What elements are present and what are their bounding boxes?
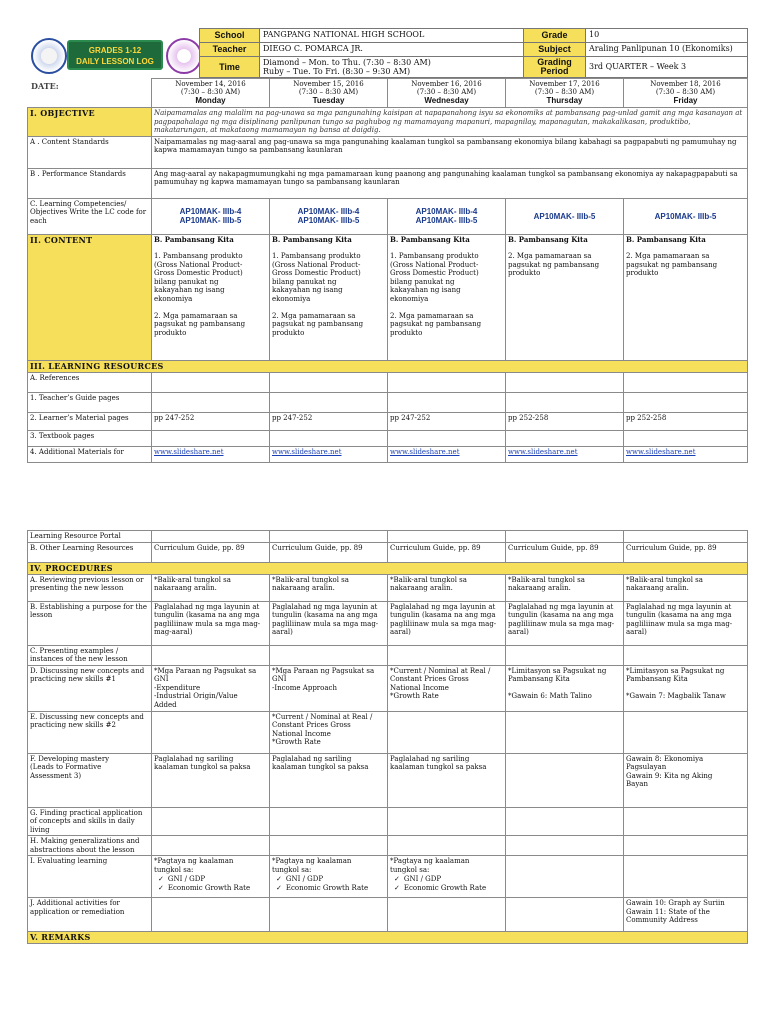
tg-row	[28, 392, 748, 412]
evaluation-checklist	[276, 875, 385, 892]
procedure-row-f	[28, 753, 748, 807]
lm-value: pp 252-258	[624, 412, 748, 430]
day-date: November 16, 2016	[411, 80, 482, 88]
procedure-row-b	[28, 601, 748, 645]
additional-label: 4. Additional Materials for	[28, 446, 152, 462]
procedure-label: H. Making generalizations and abstractions about the lesson	[28, 836, 152, 856]
lesson-table-2	[27, 530, 748, 944]
lc-code: AP10MAK- IIIb-4 AP10MAK- IIIb-5	[388, 198, 506, 234]
procedure-cell: *Current / Nominal at Real / Constant Prices Gross National Income *Growth Rate	[388, 665, 506, 711]
remarks-label: V. REMARKS	[28, 932, 748, 944]
time-label: Time	[200, 57, 260, 78]
subject-label: Subject	[524, 43, 586, 57]
teacher-label: Teacher	[200, 43, 260, 57]
procedure-cell: Paglalahad ng sariling kaalaman tungkol sa paksa	[388, 753, 506, 807]
procedure-row-h	[28, 836, 748, 856]
procedures-header-row	[28, 562, 748, 574]
procedure-cell: *Balik-aral tungkol sa nakaraang aralin.	[388, 574, 506, 601]
procedure-label: E. Discussing new concepts and practicing new skills #2	[28, 711, 152, 753]
resource-link[interactable]: www.slideshare.net	[506, 446, 624, 462]
other-resource-value: Curriculum Guide, pp. 89	[270, 542, 388, 562]
lm-value: pp 252-258	[506, 412, 624, 430]
dll-banner	[67, 40, 163, 70]
days-row	[28, 79, 748, 108]
procedure-cell: *Current / Nominal at Real / Constant Prices Gross National Income *Growth Rate	[270, 711, 388, 753]
check-item: ✓ Economic Growth Rate	[394, 884, 503, 893]
day-header-tuesday	[270, 79, 388, 108]
procedure-cell: *Balik-aral tungkol sa nakaraang aralin.	[270, 574, 388, 601]
day-time: (7:30 – 8:30 AM)	[534, 88, 595, 96]
day-name: Wednesday	[424, 96, 469, 105]
day-name: Tuesday	[312, 96, 345, 105]
lesson-table-1	[27, 78, 748, 463]
procedure-row-i	[28, 856, 748, 898]
lc-code: AP10MAK- IIIb-4 AP10MAK- IIIb-5	[152, 198, 270, 234]
procedure-cell: Gawain 8: Ekonomiya Pagsulayan Gawain 9: Kita ng Aking Bayan	[624, 753, 748, 807]
day-name: Thursday	[546, 96, 583, 105]
day-date: November 14, 2016	[175, 80, 246, 88]
day-header-thursday	[506, 79, 624, 108]
day-time: (7:30 – 8:30 AM)	[655, 88, 716, 96]
content-body: 1. Pambansang produkto (Gross National Product- Gross Domestic Product) bilang panukat ng kakayahan ng isang ekonomiya 2. Mga pamamaraan sa pagsukat ng pambansang produkto	[154, 252, 246, 337]
procedure-label: G. Finding practical application of concepts and skills in daily living	[28, 807, 152, 836]
procedure-row-a	[28, 574, 748, 601]
check-item: ✓ Economic Growth Rate	[276, 884, 385, 893]
procedure-cell: *Balik-aral tungkol sa nakaraang aralin.	[506, 574, 624, 601]
evaluation-text: *Pagtaya ng kaalaman tungkol sa:	[272, 857, 352, 874]
resource-link[interactable]: www.slideshare.net	[270, 446, 388, 462]
evaluation-text: *Pagtaya ng kaalaman tungkol sa:	[390, 857, 470, 874]
performance-standards-row	[28, 168, 748, 198]
content-body: 1. Pambansang produkto (Gross National Product- Gross Domestic Product) bilang panukat ng kakayahan ng isang ekonomiya 2. Mga pamamaraan sa pagsukat ng pambansang produkto	[272, 252, 364, 337]
day-time: (7:30 – 8:30 AM)	[180, 88, 241, 96]
time-value-2: Ruby – Tue. To Fri. (8:30 – 9:30 AM)	[263, 67, 411, 76]
day-time: (7:30 – 8:30 AM)	[416, 88, 477, 96]
evaluation-text: *Pagtaya ng kaalaman tungkol sa:	[154, 857, 234, 874]
procedure-cell: *Mga Paraan ng Pagsukat sa GNI -Expenditure -Industrial Origin/Value Added	[152, 665, 270, 711]
procedure-row-c	[28, 645, 748, 665]
other-resources-row	[28, 542, 748, 562]
other-resource-value: Curriculum Guide, pp. 89	[624, 542, 748, 562]
content-heading: B. Pambansang Kita	[390, 234, 470, 244]
content-cell	[506, 234, 624, 360]
day-name: Monday	[195, 96, 226, 105]
resource-link[interactable]: www.slideshare.net	[624, 446, 748, 462]
performance-standards-text: Ang mag-aaral ay nakapagmumungkahi ng mga pamamaraan kung paanong ang pangunahing kaalaman tungkol sa pambansang ekonomiya ay nakapagpapabuti sa pamumuhay ng kapwa mamamayan tungo sa pambansang kaunlaran	[152, 168, 748, 198]
other-resource-value: Curriculum Guide, pp. 89	[506, 542, 624, 562]
procedure-cell: Paglalahad ng mga layunin at tungulin (kasama na ang mga pagliliinaw mula sa mga mag- aaral)	[506, 601, 624, 645]
procedure-cell: Paglalahad ng mga layunin at tungulin (kasama na ang mga pagliliinaw mula sa mga mag- aaral)	[388, 601, 506, 645]
content-heading: B. Pambansang Kita	[154, 234, 234, 244]
content-body: 1. Pambansang produkto (Gross National Product- Gross Domestic Product) bilang panukat ng kakayahan ng isang ekonomiya 2. Mga pamamaraan sa pagsukat ng pambansang produkto	[390, 252, 482, 337]
references-row	[28, 372, 748, 392]
teacher-value: DIEGO C. POMARCA JR.	[260, 43, 524, 57]
objective-text: Naipamamalas ang malalim na pag-unawa sa mga pangunahing kaisipan at napapanahong isyu sa ekonomiks at pambansang pag-unlad gamit ang mga kasanayan at pagpapahalaga ng mga disiplinang panlipunan tungo sa paghubog ng mamamayang mapanuri, mapagnilay, mapanagutan, makakalikasan, produktibo, makatarungan, at makataong mamamayan ng bansa at daigdig.	[152, 108, 748, 137]
references-label: A. References	[28, 372, 152, 392]
day-date: November 15, 2016	[293, 80, 364, 88]
procedure-label: D. Discussing new concepts and practicing new skills #1	[28, 665, 152, 711]
deped-seal-icon	[31, 38, 67, 74]
day-date: November 17, 2016	[529, 80, 600, 88]
banner-line-1: GRADES 1-12	[88, 46, 142, 55]
procedure-cell: *Limitasyon sa Pagsukat ng Pambansang Kita *Gawain 6: Math Talino	[506, 665, 624, 711]
day-header-wednesday	[388, 79, 506, 108]
check-item: ✓ Economic Growth Rate	[158, 884, 267, 893]
content-body: 2. Mga pamamaraan sa pagsukat ng pambansang produkto	[626, 252, 718, 277]
procedure-label: C. Presenting examples / instances of the new lesson	[28, 645, 152, 665]
banner-line-2: DAILY LESSON LOG	[76, 57, 154, 66]
lm-value: pp 247-252	[152, 412, 270, 430]
content-cell	[388, 234, 506, 360]
lc-code: AP10MAK- IIIb-4 AP10MAK- IIIb-5	[270, 198, 388, 234]
content-cell	[270, 234, 388, 360]
procedure-row-g	[28, 807, 748, 836]
content-cell	[624, 234, 748, 360]
procedure-cell: Paglalahad ng sariling kaalaman tungkol sa paksa	[152, 753, 270, 807]
school-seal-icon	[166, 38, 202, 74]
lc-code: AP10MAK- IIIb-5	[624, 198, 748, 234]
check-item: ✓ GNI / GDP	[276, 875, 385, 884]
procedure-cell: Paglalahad ng mga layunin at tungulin (kasama na ang mga pagliliinaw mula sa mga mag- mag-aaral)	[152, 601, 270, 645]
day-header-monday	[152, 79, 270, 108]
lesson-log-page-2	[27, 530, 747, 967]
procedure-cell	[152, 856, 270, 898]
evaluation-checklist	[394, 875, 503, 892]
day-time: (7:30 – 8:30 AM)	[298, 88, 359, 96]
procedure-label: A. Reviewing previous lesson or presenting the new lesson	[28, 574, 152, 601]
grade-value: 10	[586, 29, 748, 43]
school-label: School	[200, 29, 260, 43]
content-standards-row	[28, 136, 748, 168]
day-header-friday	[624, 79, 748, 108]
lm-value: pp 247-252	[270, 412, 388, 430]
procedure-row-e	[28, 711, 748, 753]
procedure-cell: *Limitasyon sa Pagsukat ng Pambansang Kita *Gawain 7: Magbalik Tanaw	[624, 665, 748, 711]
date-label: DATE:	[31, 81, 59, 91]
procedure-cell: Gawain 10: Graph ay Suriin Gawain 11: State of the Community Address	[624, 898, 748, 932]
tb-label: 3. Textbook pages	[28, 430, 152, 446]
lm-label: 2. Learner’s Material pages	[28, 412, 152, 430]
tb-row	[28, 430, 748, 446]
content-heading: B. Pambansang Kita	[508, 234, 588, 244]
content-row	[28, 234, 748, 360]
content-standards-label: A . Content Standards	[28, 136, 152, 168]
portal-label: Learning Resource Portal	[28, 531, 152, 543]
other-resource-value: Curriculum Guide, pp. 89	[152, 542, 270, 562]
content-cell	[152, 234, 270, 360]
procedure-label: F. Developing mastery (Leads to Formative Assessment 3)	[28, 753, 152, 807]
procedure-label: J. Additional activities for application or remediation	[28, 898, 152, 932]
procedure-cell: *Mga Paraan ng Pagsukat sa GNI -Income Approach	[270, 665, 388, 711]
procedure-label: B. Establishing a purpose for the lesson	[28, 601, 152, 645]
lm-row	[28, 412, 748, 430]
tg-label: 1. Teacher’s Guide pages	[28, 392, 152, 412]
portal-row	[28, 531, 748, 543]
logo-area	[27, 28, 199, 91]
grading-value: 3rd QUARTER – Week 3	[586, 57, 748, 78]
evaluation-checklist	[158, 875, 267, 892]
procedures-label: IV. PROCEDURES	[28, 562, 748, 574]
objective-row	[28, 108, 748, 137]
time-value	[260, 57, 524, 78]
resource-link[interactable]: www.slideshare.net	[152, 446, 270, 462]
competencies-label: C. Learning Competencies/ Objectives Write the LC code for each	[28, 198, 152, 234]
procedure-label: I. Evaluating learning	[28, 856, 152, 898]
subject-value: Araling Panlipunan 10 (Ekonomiks)	[586, 43, 748, 57]
check-item: ✓ GNI / GDP	[394, 875, 503, 884]
procedure-row-d	[28, 665, 748, 711]
day-name: Friday	[673, 96, 698, 105]
content-body: 2. Mga pamamaraan sa pagsukat ng pambansang produkto	[508, 252, 600, 277]
procedure-cell: Paglalahad ng sariling kaalaman tungkol sa paksa	[270, 753, 388, 807]
grade-label: Grade	[524, 29, 586, 43]
remarks-row	[28, 932, 748, 944]
other-resources-label: B. Other Learning Resources	[28, 542, 152, 562]
header-table	[199, 28, 748, 78]
grading-label: Grading Period	[524, 57, 586, 78]
performance-standards-label: B . Performance Standards	[28, 168, 152, 198]
procedure-row-j	[28, 898, 748, 932]
competencies-row	[28, 198, 748, 234]
school-value: PANGPANG NATIONAL HIGH SCHOOL	[260, 29, 524, 43]
content-standards-text: Naipamamalas ng mag-aaral ang pag-unawa sa mga pangunahing kaalaman tungkol sa pambansang ekonomiya bilang kabahagi sa pagpapabuti ng pamumuhay ng kapwa mamamayan tungo sa pambansang kaunlaran	[152, 136, 748, 168]
additional-row	[28, 446, 748, 462]
procedure-cell: Paglalahad ng mga layunin at tungulin (kasama na ang mga pagliliinaw mula sa mga mag- aaral)	[624, 601, 748, 645]
resources-header-row	[28, 360, 748, 372]
procedure-cell: Paglalahad ng mga layunin at tungulin (kasama na ang mga pagliliinaw mula sa mga mag- aaral)	[270, 601, 388, 645]
check-item: ✓ GNI / GDP	[158, 875, 267, 884]
day-date: November 18, 2016	[650, 80, 721, 88]
content-heading: B. Pambansang Kita	[272, 234, 352, 244]
objective-label: I. OBJECTIVE	[28, 108, 152, 137]
lesson-log-page-1	[27, 28, 747, 473]
resources-label: III. LEARNING RESOURCES	[28, 360, 748, 372]
other-resource-value: Curriculum Guide, pp. 89	[388, 542, 506, 562]
procedure-cell	[388, 856, 506, 898]
procedure-cell: *Balik-aral tungkol sa nakaraang aralin.	[624, 574, 748, 601]
content-label: II. CONTENT	[28, 234, 152, 360]
content-heading: B. Pambansang Kita	[626, 234, 706, 244]
time-value-1: Diamond – Mon. to Thu. (7:30 – 8:30 AM)	[263, 58, 431, 67]
lc-code: AP10MAK- IIIb-5	[506, 198, 624, 234]
procedure-cell: *Balik-aral tungkol sa nakaraang aralin.	[152, 574, 270, 601]
lm-value: pp 247-252	[388, 412, 506, 430]
procedure-cell	[270, 856, 388, 898]
resource-link[interactable]: www.slideshare.net	[388, 446, 506, 462]
